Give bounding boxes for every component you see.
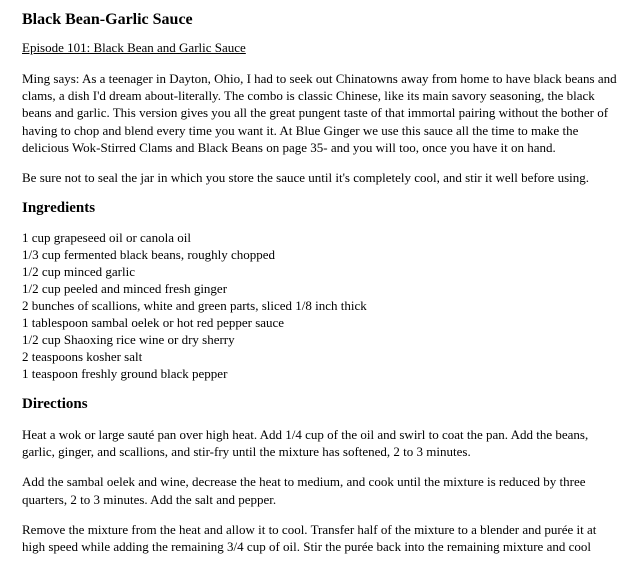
ingredient-item: 1 teaspoon freshly ground black pepper (22, 366, 228, 382)
ingredients-heading: Ingredients (22, 200, 96, 217)
ingredient-item: 1 tablespoon sambal oelek or hot red pepper sauce (22, 315, 285, 331)
episode-link[interactable]: Episode 101: Black Bean and Garlic Sauce (22, 40, 246, 55)
direction-step-2: Add the sambal oelek and wine, decrease the heat to medium, and cook until the mixture is reduced by three quarters, 2 to 3 minutes. Add the salt and pepper. (22, 474, 586, 507)
ingredient-item: 1/2 cup Shaoxing rice wine or dry sherry (22, 332, 235, 348)
ingredient-item: 2 teaspoons kosher salt (22, 349, 143, 365)
ingredient-item: 1/2 cup minced garlic (22, 264, 135, 280)
direction-step-3: Remove the mixture from the heat and allow it to cool. Transfer half of the mixture to a blender and purée it at high speed while adding the remaining 3/4 cup of oil. Stir the purée back into the remaining mixture and cool (22, 521, 597, 554)
ingredients-list (22, 229, 620, 382)
ingredient-item: 1/2 cup peeled and minced fresh ginger (22, 281, 228, 297)
intro-paragraph-2: Be sure not to seal the jar in which you store the sauce until it's completely cool, and stir it well before using. (22, 170, 589, 186)
ingredient-item: 1 cup grapeseed oil or canola oil (22, 230, 191, 246)
directions-heading: Directions (22, 396, 88, 413)
direction-step-1: Heat a wok or large sauté pan over high heat. Add 1/4 cup of the oil and swirl to coat the pan. Add the beans, garlic, ginger, and scallions, and stir-fry until the mixture has softened, 2 to 3 minutes. (22, 426, 589, 460)
ingredient-item: 2 bunches of scallions, white and green parts, sliced 1/8 inch thick (22, 298, 367, 314)
intro-paragraph-1: Ming says: As a teenager in Dayton, Ohio, I had to seek out Chinatowns away from home to have black beans and clams, a dish I'd dream about-literally. The combo is classic Chinese, like its main savory seasoning, the black beans and garlic. This version gives you all the great pungent taste of that immortal pairing without the bother of having to chop and blend every time you want it. At Blue Ginger we use this sauce all the time to make the delicious Wok-Stirred Clams and Black Beans on page 35- and you will too, once you have it on hand. (22, 70, 617, 156)
ingredient-item: 1/3 cup fermented black beans, roughly chopped (22, 247, 276, 263)
page-title: Black Bean-Garlic Sauce (22, 11, 193, 28)
